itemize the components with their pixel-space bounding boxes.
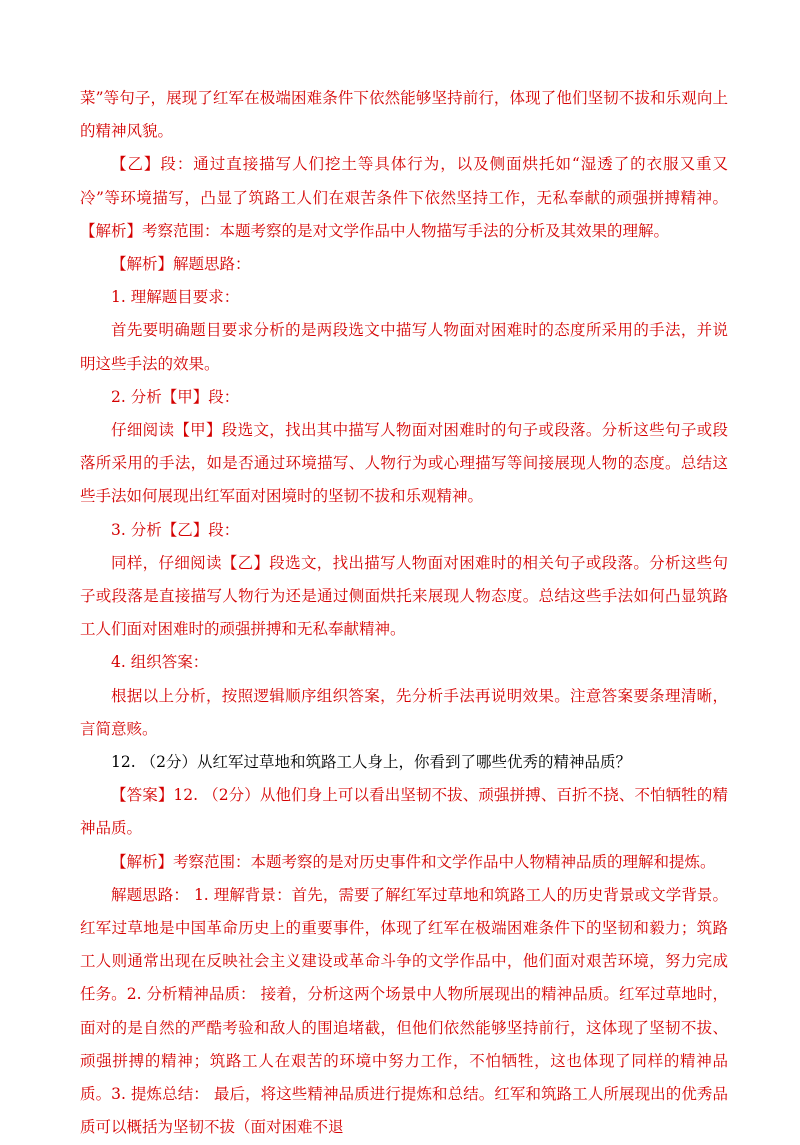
- paragraph-9: 同样，仔细阅读【乙】段选文，找出描写人物面对困难时的相关句子或段落。分析这些句子或段落是直接描写人物行为还是通过侧面烘托来展现人物态度。总结这些手法如何凸显筑路工人们面对困难时的顽强拼搏和无私奉献精神。: [80, 553, 728, 639]
- paragraph-2: 【乙】段：通过直接描写人们挖土等具体行为，以及侧面烘托如“湿透了的衣服又重又冷”等环境描写，凸显了筑路工人们在艰苦条件下依然坚持工作，无私奉献的顽强拼搏精神。【解析】考察范围：本题考察的是对文学作品中人物描写手法的分析及其效果的理解。: [80, 155, 728, 240]
- analysis-steps-12: 解题思路： 1. 理解背景：首先，需要了解红军过草地和筑路工人的历史背景或文学背景。红军过草地是中国革命历史上的重要事件，体现了红军在极端困难条件下的坚韧和毅力；筑路工人则通常出现在反映社会主义建设或革命斗争的文学作品中，他们面对艰苦环境，努力完成任务。2. 分析精神品质： 接着，分析这两个场景中人物所展现出的精神品质。红军过草地时，面对的是自然的严酷考验和敌人的围追堵截，但他们依然能够坚持前行，这体现了坚韧不拔、顽强拼搏的精神；筑路工人在艰苦的环境中努力工作，不怕牺牲，这也体现了同样的精神品质。3. 提炼总结： 最后，将这些精神品质进行提炼和总结。红军和筑路工人所展现出的优秀品质可以概括为坚韧不拔（面对困难不退: [80, 885, 728, 1137]
- paragraph-8: 3. 分析【乙】段：: [111, 520, 240, 539]
- analysis-scope-12: 【解析】考察范围：本题考察的是对历史事件和文学作品中人物精神品质的理解和提炼。: [111, 852, 716, 871]
- paragraph-7: 仔细阅读【甲】段选文，找出其中描写人物面对困难时的句子或段落。分析这些句子或段落所采用的手法，如是否通过环境描写、人物行为或心理描写等间接展现人物的态度。总结这些手法如何展现出红军面对困境时的坚韧不拔和乐观精神。: [80, 421, 728, 506]
- paragraph-6: 2. 分析【甲】段：: [111, 387, 240, 406]
- paragraph-1: 菜”等句子，展现了红军在极端困难条件下依然能够坚持前行，体现了他们坚韧不拔和乐观向上的精神风貌。: [80, 89, 728, 141]
- answer-12: 【答案】12. （2分）从他们身上可以看出坚韧不拔、顽强拼搏、百折不挠、不怕牺牲的精神品质。: [80, 786, 728, 838]
- paragraph-5: 首先要明确题目要求分析的是两段选文中描写人物面对困难时的态度所采用的手法，并说明这些手法的效果。: [80, 321, 728, 373]
- paragraph-11: 根据以上分析，按照逻辑顺序组织答案，先分析手法再说明效果。注意答案要条理清晰，言简意赅。: [80, 686, 728, 738]
- paragraph-3: 【解析】解题思路：: [111, 255, 251, 274]
- paragraph-4: 1. 理解题目要求：: [111, 288, 240, 307]
- document-page: [80, 82, 728, 1145]
- question-12: 12. （2分）从红军过草地和筑路工人身上，你看到了哪些优秀的精神品质？: [111, 753, 631, 772]
- paragraph-10: 4. 组织答案：: [111, 653, 209, 672]
